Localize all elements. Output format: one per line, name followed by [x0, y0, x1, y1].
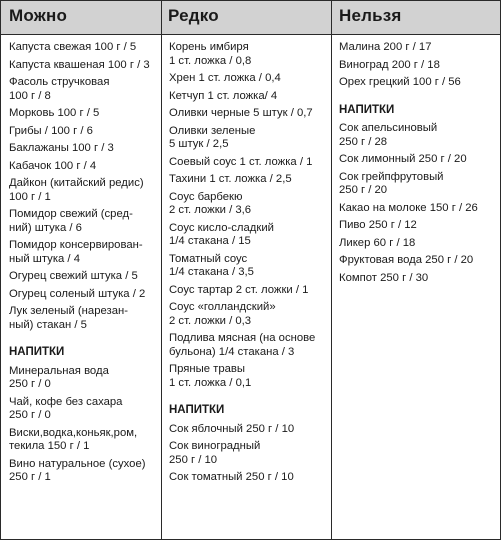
list-item: Кетчуп 1 ст. ложка/ 4: [169, 89, 278, 102]
list-item: Огурец свежий штука / 5: [9, 270, 138, 282]
list-item: Виноград 200 г / 18: [339, 58, 440, 71]
list-item: Подлива мясная (на основе бульона) 1/4 стакана / 3: [169, 332, 316, 358]
table-header-row: [1, 1, 500, 35]
list-item: Чай, кофе без сахара 250 г / 0: [9, 395, 123, 421]
list-item: Сок лимонный 250 г / 20: [339, 153, 467, 165]
list-item: Хрен 1 ст. ложка / 0,4: [169, 72, 281, 84]
list-item: Томатный соус 1/4 стакана / 3,5: [169, 252, 254, 278]
list-item: Баклажаны 100 г / 3: [9, 142, 114, 154]
column-rarely: [169, 41, 329, 489]
list-item: Кабачок 100 г / 4: [9, 159, 97, 172]
list-item: Дайкон (китайский редис) 100 г / 1: [9, 177, 144, 203]
list-item: Соус тартар 2 ст. ложки / 1: [169, 283, 309, 296]
list-item: Морковь 100 г / 5: [9, 107, 100, 119]
section-title-drinks: НАПИТКИ: [9, 346, 65, 358]
column-allowed: [9, 41, 159, 489]
list-item: Пиво 250 г / 12: [339, 219, 417, 231]
column-title-allowed: Можно: [9, 6, 68, 25]
list-item: Соевый соус 1 ст. ложка / 1: [169, 155, 313, 168]
list-item: Соус кисло-сладкий 1/4 стакана / 15: [169, 221, 274, 247]
list-item: Ликер 60 г / 18: [339, 236, 416, 249]
list-item: Лук зеленый (нарезан- ный) стакан / 5: [9, 305, 128, 331]
list-item: Вино натуральное (сухое) 250 г / 1: [9, 457, 146, 483]
list-item: Сок апельсиновый 250 г / 28: [339, 122, 438, 148]
list-item: Корень имбиря 1 ст. ложка / 0,8: [169, 41, 252, 67]
list-item: Сок виноградный 250 г / 10: [169, 440, 261, 466]
list-item: Пряные травы 1 ст. ложка / 0,1: [169, 363, 252, 389]
list-item: Минеральная вода 250 г / 0: [9, 364, 109, 390]
list-item: Соус барбекю 2 ст. ложки / 3,6: [169, 190, 252, 216]
list-item: Помидор консервирован- ный штука / 4: [9, 239, 143, 265]
list-item: Компот 250 г / 30: [339, 271, 429, 284]
list-item: Капуста свежая 100 г / 5: [9, 41, 137, 53]
list-item: Виски,водка,коньяк,ром, текила 150 г / 1: [9, 426, 138, 452]
column-title-rarely: Редко: [168, 6, 219, 25]
column-divider: [161, 1, 162, 539]
list-item: Оливки черные 5 штук / 0,7: [169, 107, 313, 119]
column-title-forbidden: Нельзя: [339, 6, 402, 25]
column-divider: [331, 1, 332, 539]
list-item: Оливки зеленые 5 штук / 2,5: [169, 124, 256, 150]
list-item: Малина 200 г / 17: [339, 41, 432, 53]
list-item: Какао на молоке 150 г / 26: [339, 201, 478, 214]
list-item: Сок томатный 250 г / 10: [169, 471, 294, 483]
list-item: Фруктовая вода 250 г / 20: [339, 254, 474, 266]
list-item: Соус «голландский» 2 ст. ложки / 0,3: [169, 301, 276, 327]
list-item: Орех грецкий 100 г / 56: [339, 76, 461, 88]
list-item: Тахини 1 ст. ложка / 2,5: [169, 173, 292, 185]
list-item: Капуста квашеная 100 г / 3: [9, 58, 150, 71]
section-title-drinks: НАПИТКИ: [339, 103, 395, 116]
list-item: Фасоль стручковая 100 г / 8: [9, 76, 110, 102]
list-item: Помидор свежий (сред- ний) штука / 6: [9, 208, 133, 234]
list-item: Сок яблочный 250 г / 10: [169, 422, 295, 435]
list-item: Сок грейпфрутовый 250 г / 20: [339, 170, 444, 196]
section-title-drinks: НАПИТКИ: [169, 404, 225, 416]
list-item: Грибы / 100 г / 6: [9, 124, 93, 137]
column-forbidden: [339, 41, 499, 289]
list-item: Огурец соленый штука / 2: [9, 287, 146, 300]
